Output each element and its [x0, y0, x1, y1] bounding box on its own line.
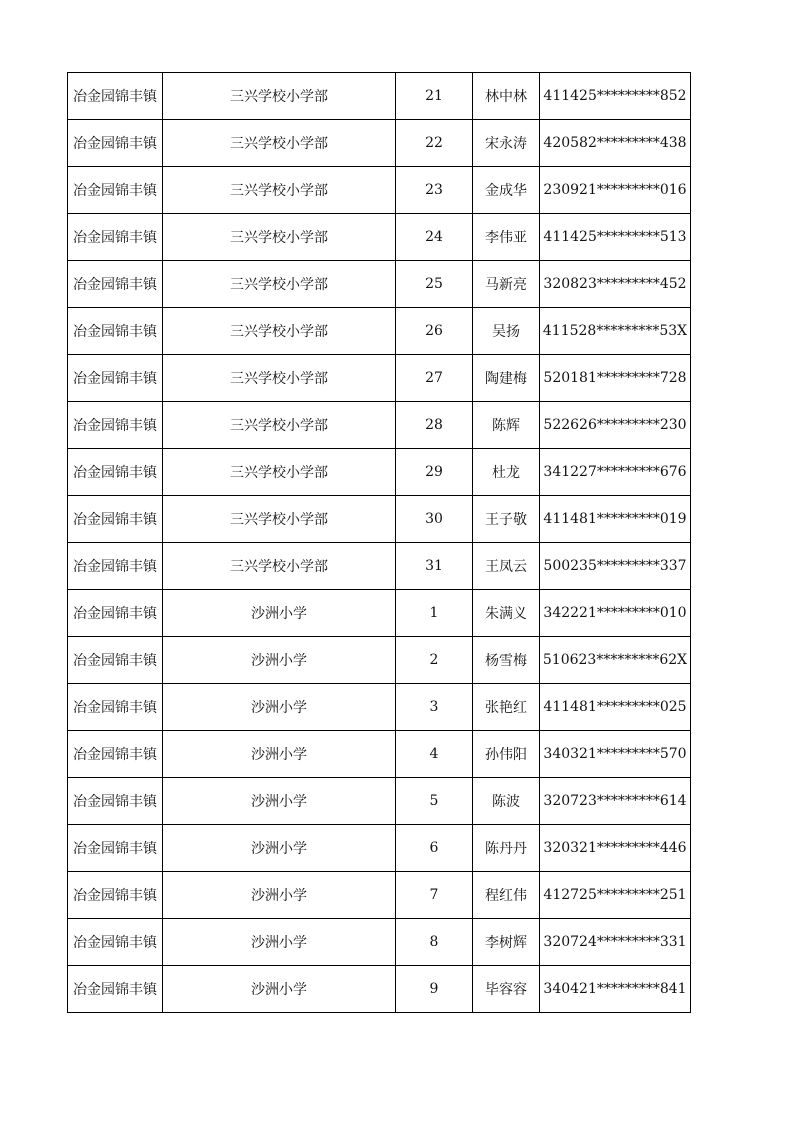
table-row: [68, 449, 691, 496]
town-cell: 冶金园锦丰镇: [68, 637, 163, 684]
number-cell: 24: [396, 214, 473, 261]
name-cell: 陶建梅: [473, 355, 540, 402]
school-cell: 三兴学校小学部: [163, 214, 396, 261]
town-cell: 冶金园锦丰镇: [68, 731, 163, 778]
name-cell: 陈波: [473, 778, 540, 825]
id-number-cell: 320823*********452: [540, 261, 691, 308]
school-cell: 三兴学校小学部: [163, 496, 396, 543]
number-cell: 4: [396, 731, 473, 778]
town-cell: 冶金园锦丰镇: [68, 778, 163, 825]
town-cell: 冶金园锦丰镇: [68, 825, 163, 872]
number-cell: 22: [396, 120, 473, 167]
number-cell: 23: [396, 167, 473, 214]
school-cell: 三兴学校小学部: [163, 167, 396, 214]
name-cell: 马新亮: [473, 261, 540, 308]
number-cell: 5: [396, 778, 473, 825]
name-cell: 李树辉: [473, 919, 540, 966]
number-cell: 6: [396, 825, 473, 872]
name-cell: 程红伟: [473, 872, 540, 919]
table-row: [68, 73, 691, 120]
number-cell: 27: [396, 355, 473, 402]
town-cell: 冶金园锦丰镇: [68, 402, 163, 449]
town-cell: 冶金园锦丰镇: [68, 590, 163, 637]
name-cell: 林中林: [473, 73, 540, 120]
town-cell: 冶金园锦丰镇: [68, 449, 163, 496]
id-number-cell: 320723*********614: [540, 778, 691, 825]
school-cell: 三兴学校小学部: [163, 543, 396, 590]
table-row: [68, 919, 691, 966]
school-cell: 沙洲小学: [163, 731, 396, 778]
id-number-cell: 411481*********019: [540, 496, 691, 543]
id-number-cell: 520181*********728: [540, 355, 691, 402]
id-number-cell: 412725*********251: [540, 872, 691, 919]
school-cell: 沙洲小学: [163, 919, 396, 966]
name-cell: 金成华: [473, 167, 540, 214]
id-number-cell: 420582*********438: [540, 120, 691, 167]
school-cell: 三兴学校小学部: [163, 261, 396, 308]
name-cell: 杨雪梅: [473, 637, 540, 684]
school-cell: 沙洲小学: [163, 590, 396, 637]
table-row: [68, 966, 691, 1013]
table-row: [68, 402, 691, 449]
id-number-cell: 320724*********331: [540, 919, 691, 966]
town-cell: 冶金园锦丰镇: [68, 496, 163, 543]
town-cell: 冶金园锦丰镇: [68, 543, 163, 590]
town-cell: 冶金园锦丰镇: [68, 73, 163, 120]
roster-table: [67, 72, 691, 1013]
table-row: [68, 637, 691, 684]
name-cell: 宋永涛: [473, 120, 540, 167]
school-cell: 沙洲小学: [163, 637, 396, 684]
id-number-cell: 522626*********230: [540, 402, 691, 449]
number-cell: 30: [396, 496, 473, 543]
number-cell: 31: [396, 543, 473, 590]
school-cell: 沙洲小学: [163, 778, 396, 825]
school-cell: 三兴学校小学部: [163, 73, 396, 120]
number-cell: 9: [396, 966, 473, 1013]
school-cell: 三兴学校小学部: [163, 120, 396, 167]
table-row: [68, 167, 691, 214]
town-cell: 冶金园锦丰镇: [68, 684, 163, 731]
table-row: [68, 825, 691, 872]
number-cell: 1: [396, 590, 473, 637]
table-row: [68, 496, 691, 543]
table-row: [68, 120, 691, 167]
table-row: [68, 261, 691, 308]
table-row: [68, 590, 691, 637]
id-number-cell: 342221*********010: [540, 590, 691, 637]
id-number-cell: 411425*********513: [540, 214, 691, 261]
table-row: [68, 731, 691, 778]
id-number-cell: 500235*********337: [540, 543, 691, 590]
name-cell: 吴扬: [473, 308, 540, 355]
number-cell: 3: [396, 684, 473, 731]
school-cell: 沙洲小学: [163, 872, 396, 919]
name-cell: 毕容容: [473, 966, 540, 1013]
school-cell: 三兴学校小学部: [163, 402, 396, 449]
school-cell: 沙洲小学: [163, 684, 396, 731]
id-number-cell: 411528*********53X: [540, 308, 691, 355]
school-cell: 沙洲小学: [163, 825, 396, 872]
town-cell: 冶金园锦丰镇: [68, 214, 163, 261]
table-row: [68, 355, 691, 402]
number-cell: 29: [396, 449, 473, 496]
id-number-cell: 320321*********446: [540, 825, 691, 872]
name-cell: 王子敬: [473, 496, 540, 543]
town-cell: 冶金园锦丰镇: [68, 120, 163, 167]
table-row: [68, 872, 691, 919]
number-cell: 26: [396, 308, 473, 355]
name-cell: 孙伟阳: [473, 731, 540, 778]
id-number-cell: 230921*********016: [540, 167, 691, 214]
school-cell: 三兴学校小学部: [163, 308, 396, 355]
id-number-cell: 340321*********570: [540, 731, 691, 778]
id-number-cell: 341227*********676: [540, 449, 691, 496]
table-row: [68, 543, 691, 590]
school-cell: 沙洲小学: [163, 966, 396, 1013]
id-number-cell: 411425*********852: [540, 73, 691, 120]
table-row: [68, 308, 691, 355]
name-cell: 陈辉: [473, 402, 540, 449]
id-number-cell: 340421*********841: [540, 966, 691, 1013]
town-cell: 冶金园锦丰镇: [68, 872, 163, 919]
id-number-cell: 510623*********62X: [540, 637, 691, 684]
table-row: [68, 778, 691, 825]
town-cell: 冶金园锦丰镇: [68, 261, 163, 308]
roster-body: [68, 73, 691, 1013]
number-cell: 7: [396, 872, 473, 919]
number-cell: 21: [396, 73, 473, 120]
name-cell: 朱满义: [473, 590, 540, 637]
name-cell: 张艳红: [473, 684, 540, 731]
town-cell: 冶金园锦丰镇: [68, 308, 163, 355]
number-cell: 2: [396, 637, 473, 684]
school-cell: 三兴学校小学部: [163, 449, 396, 496]
town-cell: 冶金园锦丰镇: [68, 355, 163, 402]
name-cell: 王凤云: [473, 543, 540, 590]
table-row: [68, 214, 691, 261]
town-cell: 冶金园锦丰镇: [68, 919, 163, 966]
id-number-cell: 411481*********025: [540, 684, 691, 731]
name-cell: 李伟亚: [473, 214, 540, 261]
number-cell: 8: [396, 919, 473, 966]
name-cell: 杜龙: [473, 449, 540, 496]
number-cell: 25: [396, 261, 473, 308]
number-cell: 28: [396, 402, 473, 449]
school-cell: 三兴学校小学部: [163, 355, 396, 402]
name-cell: 陈丹丹: [473, 825, 540, 872]
table-row: [68, 684, 691, 731]
town-cell: 冶金园锦丰镇: [68, 966, 163, 1013]
town-cell: 冶金园锦丰镇: [68, 167, 163, 214]
